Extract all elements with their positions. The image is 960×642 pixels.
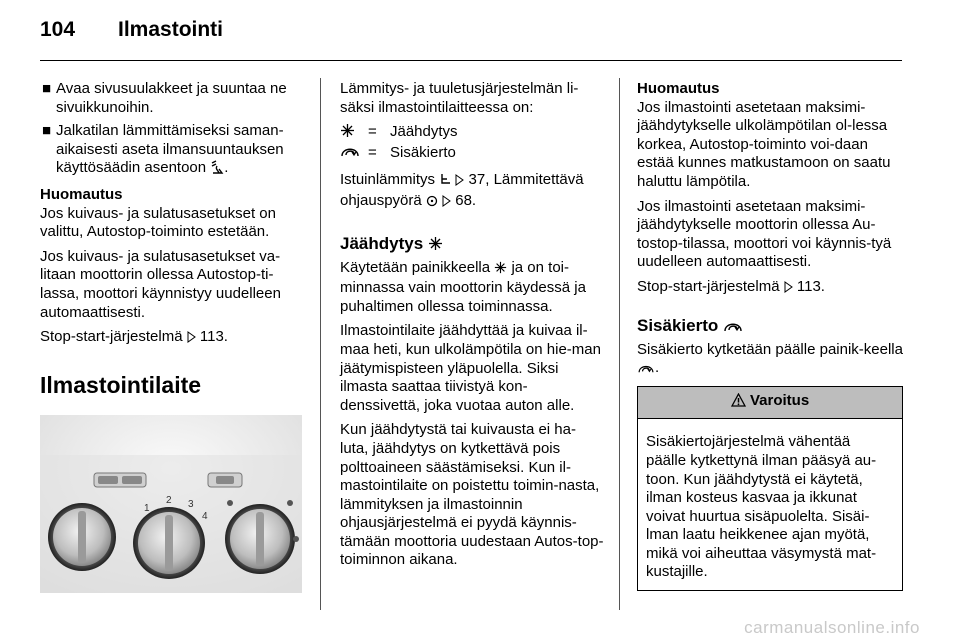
- cross-reference: Istuinlämmitys 37, Lämmitettävä ohjauspyörä 68.: [340, 171, 604, 212]
- warning-header: Varoitus: [638, 387, 902, 420]
- legend-label: Sisäkierto: [390, 143, 456, 161]
- snowflake-icon: [428, 235, 443, 257]
- reference-arrow-icon: [187, 330, 196, 349]
- bullet-item: ■ Jalkatilan lämmittämiseksi saman-aikaisesti aseta ilmansuuntauksen käyttösäädin asentoon .: [40, 122, 308, 180]
- page-title: Ilmastointi: [118, 18, 224, 41]
- note-heading: Huomautus: [40, 185, 123, 203]
- snowflake-icon: [494, 261, 507, 280]
- column-divider: [619, 78, 620, 610]
- bullet-item: ■ Avaa sivusuulakkeet ja suuntaa ne sivuikkunoihin.: [42, 80, 287, 116]
- recirculation-icon: [637, 361, 655, 380]
- body-paragraph: Käytetään painikkeella ja on toi-minnassa vain moottorin käydessä ja puhaltimen ollessa toiminnassa.: [340, 258, 586, 315]
- recirculation-icon: [723, 317, 743, 339]
- reference-arrow-icon: [442, 194, 451, 213]
- bullet-text: Jalkatilan lämmittämiseksi saman-aikaisesti aseta ilmansuuntauksen käyttösäädin asentoon: [56, 122, 284, 177]
- intro-paragraph: Lämmitys- ja tuuletusjärjestelmän li-säksi ilmastointilaitteessa on:: [340, 80, 579, 116]
- fan-speed-label: 3: [188, 498, 194, 510]
- column-left: [40, 80, 308, 593]
- symbol-legend: = Jäähdytys = Sisäkierto: [340, 123, 604, 163]
- column-divider: [320, 78, 321, 610]
- section-heading: Ilmastointilaite: [40, 371, 202, 398]
- snowflake-icon: [340, 123, 368, 144]
- cross-reference: Stop-start-järjestelmä 113.: [40, 328, 308, 349]
- footwell-windscreen-icon: [210, 160, 224, 180]
- reference-arrow-icon: [784, 280, 793, 299]
- note-paragraph: Jos ilmastointi asetetaan maksimi-jäähdytykselle moottorin ollessa Au-tostop-tilassa, moottori voi käynnis-tyä uudelleen automaattisesti.: [637, 197, 892, 271]
- warning-triangle-icon: [731, 393, 746, 413]
- header-divider: [40, 60, 902, 61]
- recirculation-icon: [340, 144, 368, 164]
- bullet-text: Avaa sivusuulakkeet ja suuntaa ne sivuikkunoihin.: [56, 80, 287, 116]
- note-heading: Huomautus: [637, 80, 720, 97]
- body-paragraph: Ilmastointilaite jäähdyttää ja kuivaa il-maa heti, kun ulkolämpötila on hie-man jäätymispisteen yläpuolella. Siksi ilmasta saattaa tiivistyä kon-denssivettä, joka vuotaa auton alle.: [340, 322, 601, 414]
- seat-heating-icon: [439, 173, 451, 192]
- body-paragraph: Kun jäähdytystä tai kuivausta ei ha-luta, jäähdytys on kytkettävä pois polttoaineen säästämiseksi. Kun il-mastointilaite on poistettu toimin-nasta, lämmityksen ja ilmastoinnin ohjausjärjestelmä ei pyydä käynnis-tämään moottoria uudestaan Autos-top-toiminnon aikana.: [340, 421, 604, 569]
- note-paragraph: Jos ilmastointi asetetaan maksimi-jäähdytykselle ulkolämpötilan ol-lessa korkea, Autostop-toiminto voi-daan estää kunnes matkustamoon on saatu haluttu lämpötila.: [637, 98, 891, 190]
- warning-box: [637, 386, 903, 591]
- climate-control-panel-illustration: [40, 415, 302, 593]
- section-heading: Jäähdytys: [340, 233, 604, 257]
- fan-speed-label: 4: [202, 510, 208, 522]
- column-middle: [340, 80, 604, 576]
- legend-label: Jäähdytys: [390, 123, 458, 141]
- watermark: carmanualsonline.info: [744, 618, 920, 637]
- section-heading: Sisäkierto: [637, 315, 903, 339]
- column-right: [637, 80, 903, 591]
- note-paragraph: Jos kuivaus- ja sulatusasetukset on valittu, Autostop-toiminto estetään.: [40, 204, 276, 241]
- reference-arrow-icon: [455, 173, 464, 192]
- fan-speed-label: 1: [144, 502, 150, 514]
- cross-reference: Stop-start-järjestelmä 113.: [637, 278, 903, 299]
- body-paragraph: Sisäkierto kytketään päälle painik-keella .: [637, 341, 903, 380]
- page-number: 104: [40, 18, 76, 41]
- steering-wheel-heat-icon: [426, 194, 438, 213]
- fan-speed-label: 2: [166, 494, 172, 506]
- note-paragraph: Jos kuivaus- ja sulatusasetukset va-litaan moottorin ollessa Autostop-ti-lassa, moottori käynnistyy uudelleen automaattisesti.: [40, 247, 281, 321]
- warning-text: Sisäkiertojärjestelmä vähentää päälle kytkettynä ilman pääsyä au-toon. Kun jäähdytystä ei käytetä, ilman kosteus kasvaa ja ikkunat voivat huurtua sisäpuolelta. Sisäi-lman laatu heikkenee ajan myötä, mikä voi aiheuttaa väsymystä mat-kustajille.: [646, 433, 877, 581]
